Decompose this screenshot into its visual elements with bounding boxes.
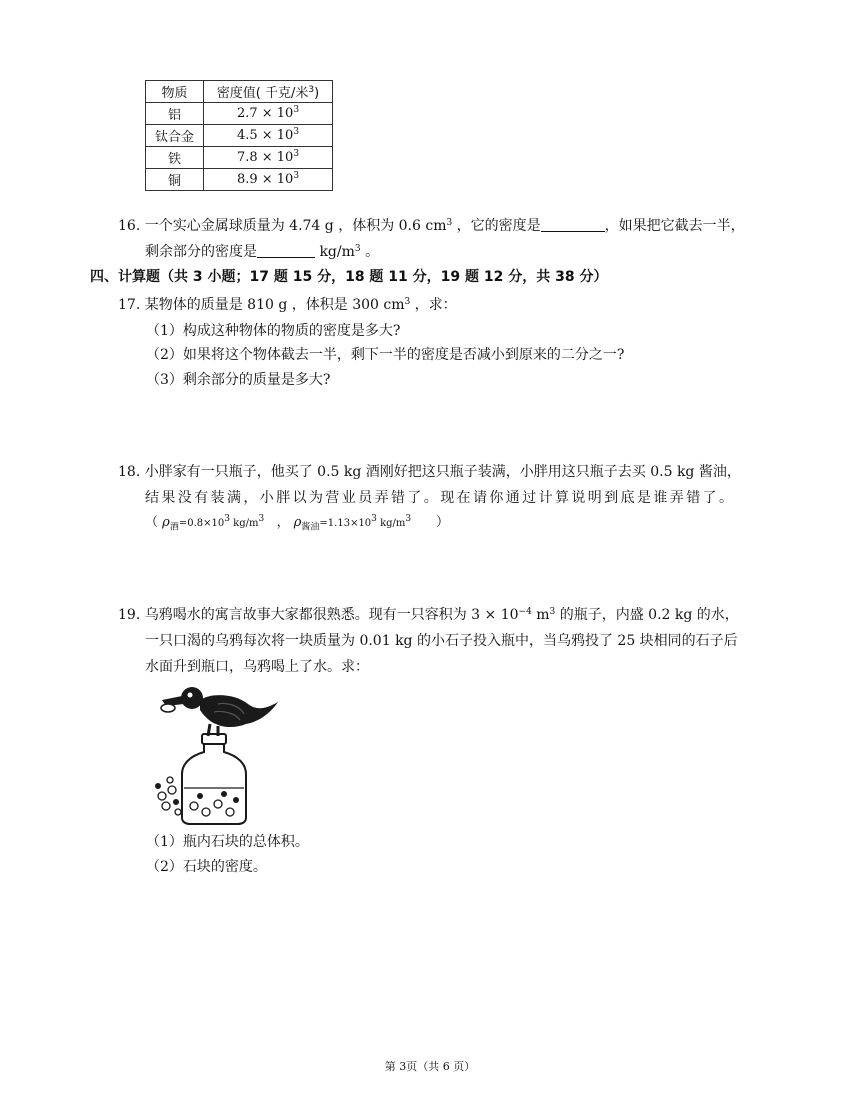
stone-pile-icon [155, 777, 181, 815]
rho-wine-value: =0.8×10 [178, 518, 225, 529]
q19-sub2: （2）石块的密度。 [146, 859, 267, 875]
density-value: 7.8 × 10 [236, 150, 294, 165]
q17-stem-sup: 3 [404, 297, 411, 307]
crow-icon [161, 687, 278, 736]
bottle-icon [182, 734, 246, 824]
q19-sub1: （1）瓶内石块的总体积。 [146, 834, 309, 850]
q16-line2 [145, 242, 379, 262]
q16-blank-density[interactable] [541, 217, 605, 232]
q19-line1-text: 19. 乌鸦喝水的寓言故事大家都很熟悉。现有一只容积为 3 × 10 [118, 607, 519, 623]
rho-symbol: ρ [293, 515, 302, 530]
q16-line2-end: 。 [360, 244, 380, 260]
q18-line1: 18. 小胖家有一只瓶子，他买了 0.5 kg 酒刚好把这只瓶子装满，小胖用这只瓶子去买 0.5 kg 酱油， [118, 464, 741, 480]
q18-separator: ， [276, 515, 290, 530]
table-row [146, 125, 333, 147]
table-row [146, 169, 333, 191]
q17-stem-text: 17. 某物体的质量是 810 g ，体积是 300 cm [118, 297, 405, 313]
density-exp: 3 [293, 127, 300, 137]
q18-line2: 结果没有装满，小胖以为营业员弄错了。现在请你通过计算说明到底是谁弄错了。 [145, 490, 736, 506]
q18-given [145, 513, 449, 534]
q17-stem [118, 295, 457, 315]
density-exp: 3 [293, 171, 300, 181]
crow-bottle-illustration [152, 678, 282, 826]
rho-symbol: ρ [162, 515, 170, 530]
density-value: 8.9 × 10 [236, 172, 294, 187]
density-value: 4.5 × 10 [236, 128, 294, 143]
table-cell-density [204, 169, 333, 191]
q18-paren-close: ） [435, 515, 449, 530]
page-footer: 第 3页（共 6 页） [384, 1060, 476, 1073]
header-density-label: 密度值( 千克/米 [216, 86, 309, 101]
q16-line2-unit: kg/m [315, 244, 355, 260]
table-row [146, 147, 333, 169]
q19-line1 [118, 605, 739, 625]
q17-sub2: （2）如果将这个物体截去一半，剩下一半的密度是否减小到原来的二分之一? [146, 347, 625, 363]
table-cell-substance: 铁 [146, 147, 204, 169]
q19-line3: 水面升到瓶口，乌鸦喝上了水。求： [145, 659, 369, 675]
rho-wine-exp: 3 [224, 514, 230, 524]
q16-text-b: ，它的密度是 [452, 218, 541, 234]
table-cell-density [204, 125, 333, 147]
q16-text-a: 16. 一个实心金属球质量为 4.74 g ，体积为 0.6 cm [118, 218, 447, 234]
q16-blank-remaining[interactable] [257, 243, 315, 258]
q16-line2-sup: 3 [354, 244, 361, 254]
table-cell-density [204, 147, 333, 169]
table-cell-substance: 铝 [146, 103, 204, 125]
table-cell-substance: 钛合金 [146, 125, 204, 147]
rho-soy-sub: 酱油 [301, 522, 320, 533]
table-cell-density [204, 103, 333, 125]
table-header-substance: 物质 [146, 81, 204, 103]
section-heading: 四、计算题（共 3 小题；17 题 15 分，18 题 11 分，19 题 12 分，共 38 分） [90, 269, 608, 285]
q19-line2: 一只口渴的乌鸦每次将一块质量为 0.01 kg 的小石子投入瓶中，当乌鸦投了 25 块相同的石子后 [145, 633, 738, 649]
q19-unit-exp: 3 [549, 607, 556, 617]
q19-exp: −4 [518, 607, 532, 617]
rho-soy-unit-exp: 3 [405, 514, 412, 524]
q17-sub3: （3）剩余部分的质量是多大? [146, 372, 331, 388]
rho-wine-unit-exp: 3 [258, 514, 265, 524]
header-density-close: ) [314, 86, 320, 101]
rho-wine-unit: kg/m [229, 518, 259, 529]
table-header-density [204, 81, 333, 103]
q19-unit: m [531, 607, 550, 623]
q19-line1-end: 的瓶子，内盛 0.2 kg 的水， [555, 607, 739, 623]
rho-soy-exp: 3 [371, 514, 377, 524]
q18-paren-open: （ [145, 515, 159, 530]
table-header-row [146, 81, 333, 103]
density-table [145, 80, 333, 191]
q16-sup: 3 [446, 218, 453, 228]
density-value: 2.7 × 10 [236, 106, 294, 121]
table-cell-substance: 铜 [146, 169, 204, 191]
q17-sub1: （1）构成这种物体的物质的密度是多大? [146, 323, 401, 339]
table-row [146, 103, 333, 125]
q17-stem-end: ，求： [410, 297, 457, 313]
q16-line2-text-a: 剩余部分的密度是 [145, 244, 257, 260]
density-exp: 3 [293, 105, 300, 115]
q16-line1 [118, 216, 745, 236]
rho-soy-value: =1.13×10 [319, 518, 372, 529]
density-exp: 3 [293, 149, 300, 159]
rho-wine-sub: 酒 [169, 522, 179, 533]
rho-soy-unit: kg/m [376, 518, 406, 529]
q16-text-c: ，如果把它截去一半， [604, 218, 745, 234]
header-density-exp: 3 [308, 85, 315, 95]
